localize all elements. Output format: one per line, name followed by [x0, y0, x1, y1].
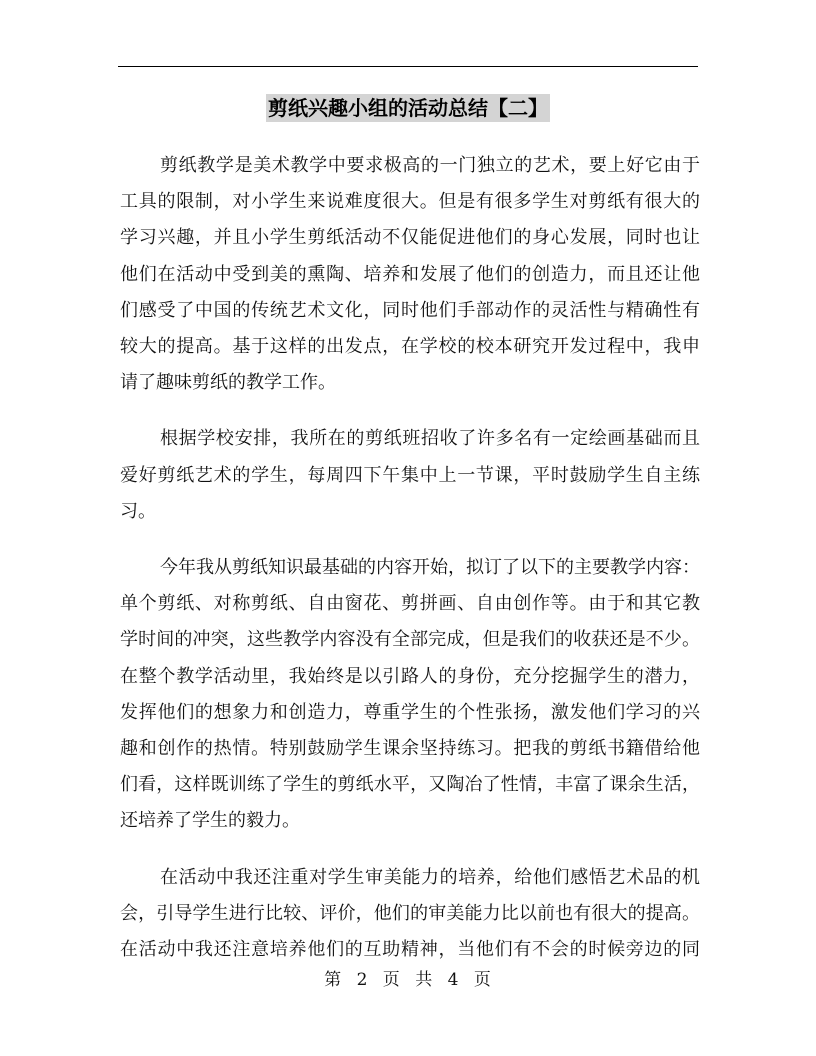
- text-line: 在整个教学活动里，我始终是以引路人的身份，充分挖掘学生的潜力，: [120, 665, 700, 687]
- text-line: 还培养了学生的毅力。: [120, 810, 300, 832]
- paragraph-2: [120, 421, 700, 530]
- text-line: 在活动中我还注重对学生审美能力的培养，给他们感悟艺术品的机: [160, 866, 700, 888]
- paragraph-1: [120, 148, 700, 401]
- document-title: 剪纸兴趣小组的活动总结【二】: [268, 96, 548, 120]
- text-line: 剪纸教学是美术教学中要求极高的一门独立的艺术，要上好它由于: [160, 155, 700, 176]
- text-line: 趣和创作的热情。特别鼓励学生课余坚持练习。把我的剪纸书籍借给他: [120, 738, 700, 760]
- text-line: 请了趣味剪纸的教学工作。: [120, 372, 336, 394]
- text-line: 较大的提高。基于这样的出发点，在学校的校本研究开发过程中，我申: [120, 336, 700, 358]
- text-line: 今年我从剪纸知识最基础的内容开始，拟订了以下的主要教学内容：: [160, 557, 700, 579]
- paragraph-3: [120, 550, 700, 840]
- text-line: 们看，这样既训练了学生的剪纸水平，又陶冶了性情，丰富了课余生活，: [120, 774, 700, 796]
- text-line: 爱好剪纸艺术的学生，每周四下午集中上一节课，平时鼓励学生自主练: [120, 464, 700, 486]
- title-container: [0, 94, 816, 122]
- text-line: 们感受了中国的传统艺术文化，同时他们手部动作的灵活性与精确性有: [120, 299, 700, 321]
- text-line: 学习兴趣，并且小学生剪纸活动不仅能促进他们的身心发展，同时也让: [120, 227, 700, 249]
- text-line: 根据学校安排，我所在的剪纸班招收了许多名有一定绘画基础而且: [160, 428, 700, 450]
- text-line: 发挥他们的想象力和创造力，尊重学生的个性张扬，激发他们学习的兴: [120, 701, 700, 723]
- text-line: 工具的限制，对小学生来说难度很大。但是有很多学生对剪纸有很大的: [120, 191, 700, 213]
- text-line: 习。: [120, 500, 156, 522]
- text-line: 他们在活动中受到美的熏陶、培养和发展了他们的创造力，而且还让他: [120, 263, 700, 285]
- document-body: [120, 148, 700, 988]
- page-number: 第 2 页 共 4 页: [324, 970, 492, 990]
- text-line: 在活动中我还注意培养他们的互助精神，当他们有不会的时候旁边的同: [120, 939, 700, 961]
- text-line: 会，引导学生进行比较、评价，他们的审美能力比以前也有很大的提高。: [120, 902, 700, 924]
- paragraph-4: [120, 860, 700, 969]
- text-line: 学时间的冲突，这些教学内容没有全部完成，但是我们的收获还是不少。: [120, 629, 700, 651]
- header-rule: [118, 66, 698, 67]
- text-line: 单个剪纸、对称剪纸、自由窗花、剪拼画、自由创作等。由于和其它教: [120, 593, 700, 615]
